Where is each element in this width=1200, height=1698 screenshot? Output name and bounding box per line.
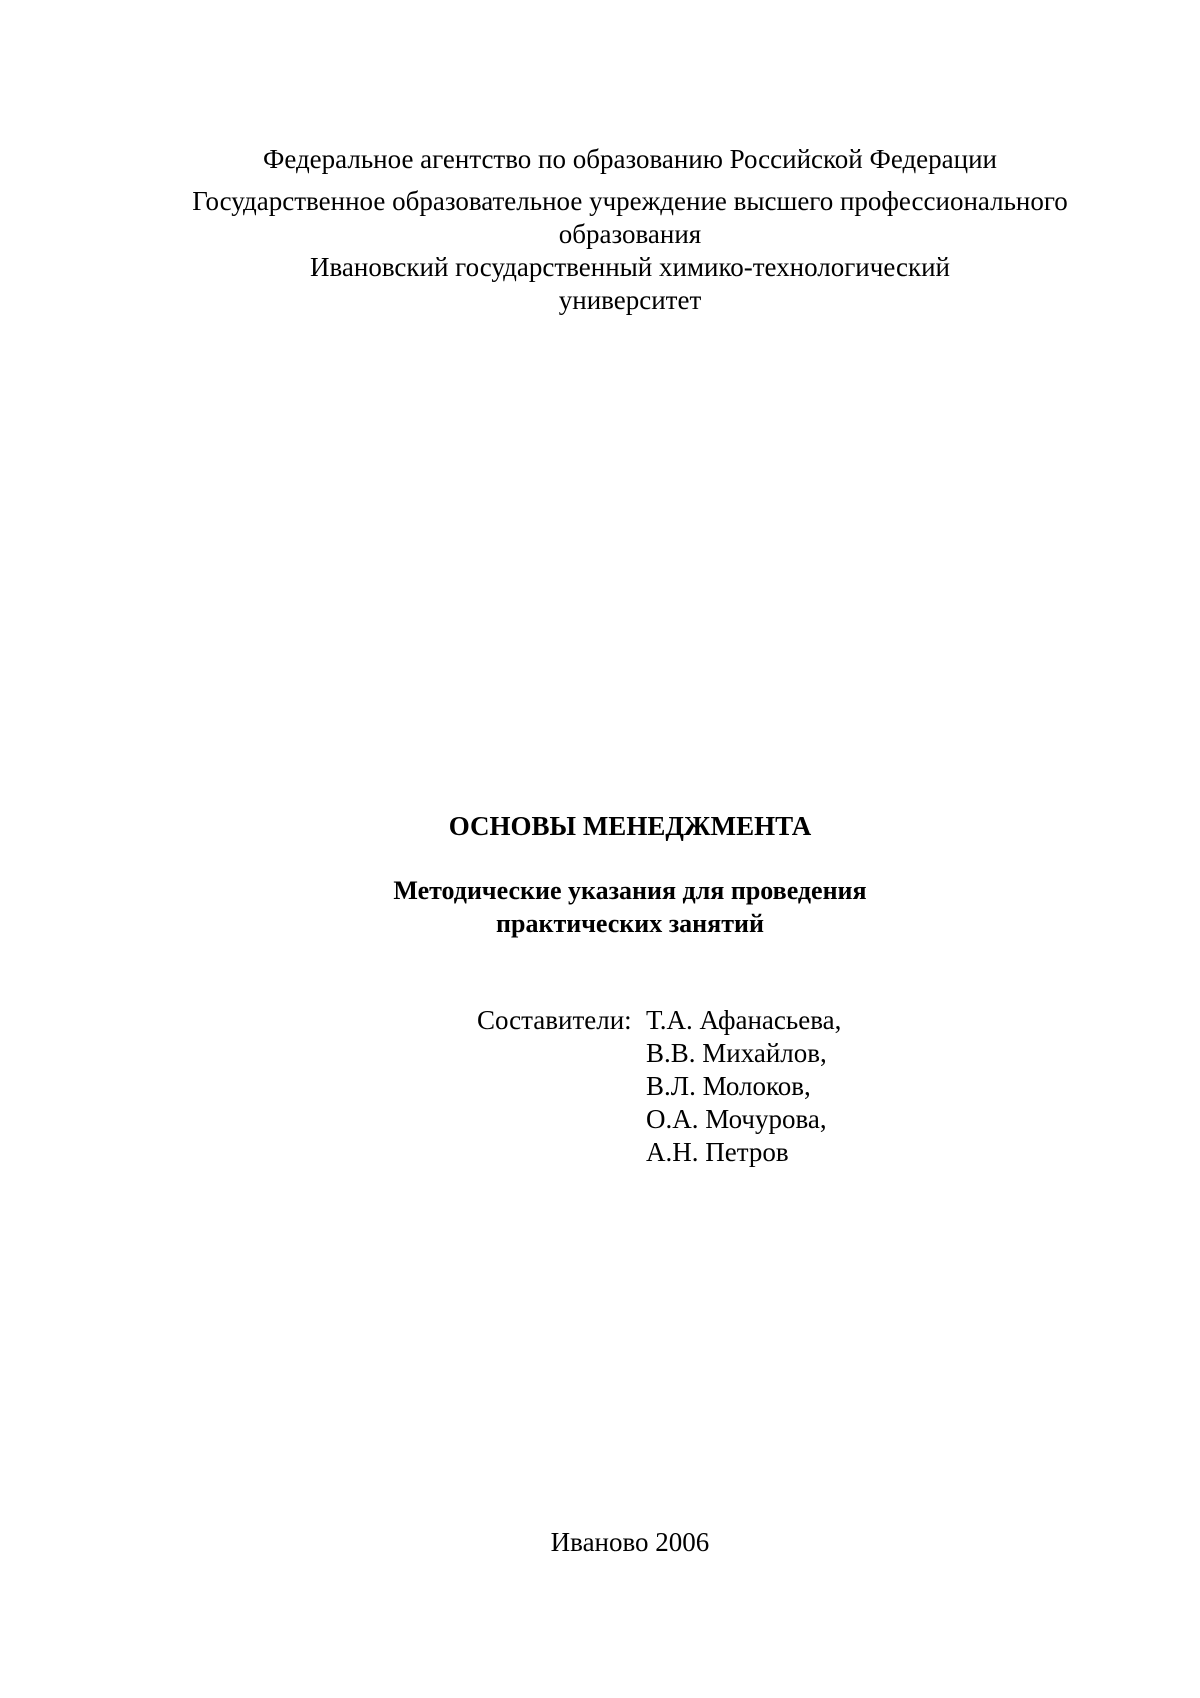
university-name-line1: Ивановский государственный химико-технологический: [310, 252, 950, 282]
institution-name-line2: образования: [558, 219, 702, 249]
compiler-name: В.В. Михайлов,: [646, 1038, 827, 1068]
compilers-label: Составители:: [477, 1005, 632, 1035]
compiler-name: В.Л. Молоков,: [646, 1071, 811, 1101]
document-subtitle-line2: практических занятий: [496, 909, 764, 938]
document-title: ОСНОВЫ МЕНЕДЖМЕНТА: [448, 811, 812, 841]
agency-name: Федеральное агентство по образованию Российской Федерации: [262, 144, 997, 174]
city-year: Иваново 2006: [550, 1527, 710, 1557]
compiler-name: А.Н. Петров: [646, 1137, 789, 1167]
document-subtitle-line1: Методические указания для проведения: [393, 876, 867, 905]
compiler-name: Т.А. Афанасьева,: [646, 1005, 842, 1035]
institution-name-line1: Государственное образовательное учреждение высшего профессионального: [192, 186, 1068, 216]
compiler-name: О.А. Мочурова,: [646, 1104, 827, 1134]
university-name-line2: университет: [558, 285, 702, 315]
